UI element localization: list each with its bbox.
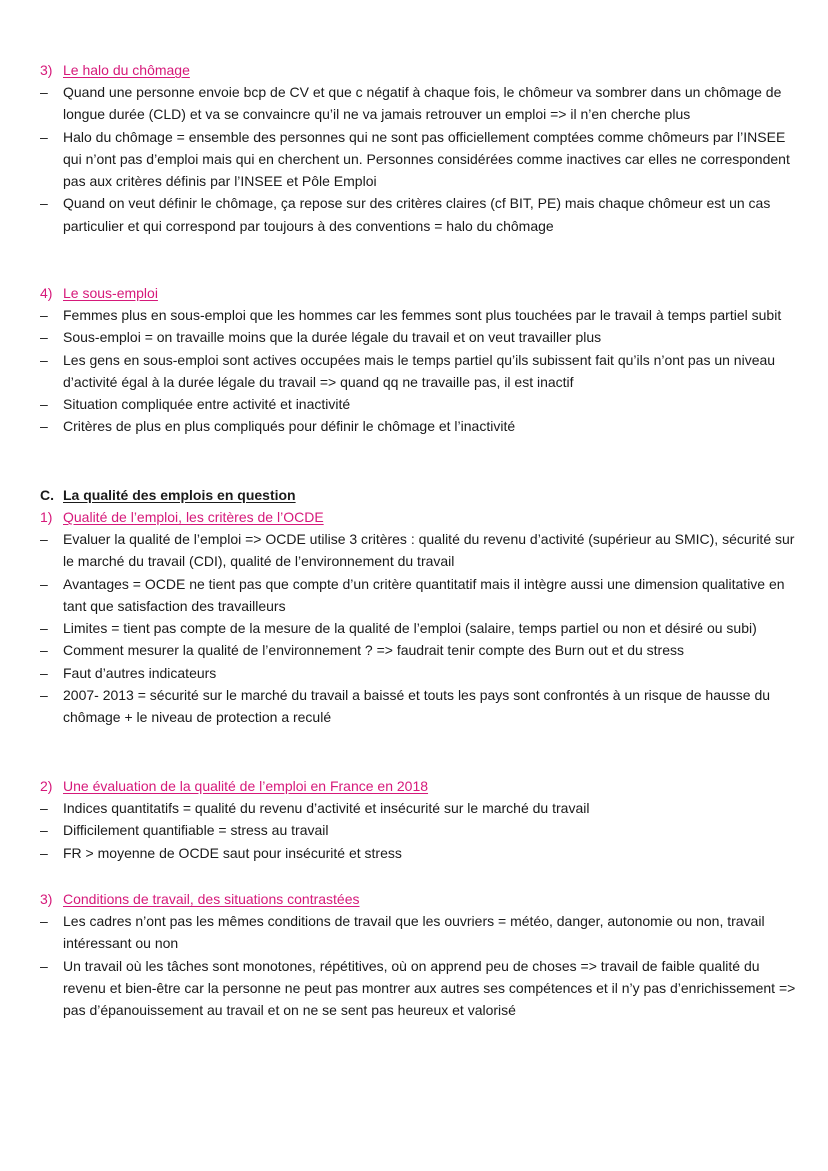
section-number: 1) bbox=[40, 509, 53, 525]
bullet-dash: – bbox=[40, 128, 48, 145]
bullet-dash: – bbox=[40, 351, 48, 368]
list-item: – Critères de plus en plus compliqués pour définir le chômage et l’inactivité bbox=[0, 415, 828, 437]
list-item: – Les cadres n’ont pas les mêmes conditions de travail que les ouvriers = météo, danger, autonomie ou non, travail intéressant ou non bbox=[0, 910, 828, 955]
section-title: Une évaluation de la qualité de l’emploi en France en 2018 bbox=[63, 778, 429, 794]
bullet-dash: – bbox=[40, 957, 48, 974]
list-item: – Halo du chômage = ensemble des personnes qui ne sont pas officiellement comptées comme chômeurs par l’INSEE qui n’ont pas d’emploi mais qui en cherchent un. Personnes considérées comme inactives car elles ne correspondent pas aux critères définis par l’INSEE et Pôle Emploi bbox=[0, 126, 828, 193]
section-heading bbox=[0, 282, 828, 304]
list-item: – Comment mesurer la qualité de l’environnement ? => faudrait tenir compte des Burn out et du stress bbox=[0, 639, 828, 661]
list-item: – Les gens en sous-emploi sont actives occupées mais le temps partiel qu’ils subissent fait qu’ils n’ont pas un niveau d’activité égal à la durée légale du travail => quand qq ne travaille pas, il est inactif bbox=[0, 349, 828, 394]
list-item: – Indices quantitatifs = qualité du revenu d’activité et insécurité sur le marché du travail bbox=[0, 797, 828, 819]
bullet-dash: – bbox=[40, 800, 48, 816]
list-item: – 2007- 2013 = sécurité sur le marché du travail a baissé et touts les pays sont confrontés à un risque de hausse du chômage + le niveau de protection a reculé bbox=[0, 684, 828, 729]
bullet-dash: – bbox=[40, 620, 48, 637]
bullet-dash: – bbox=[40, 307, 48, 323]
section-title: Qualité de l’emploi, les critères de l’OCDE bbox=[63, 509, 324, 525]
bullet-dash: – bbox=[40, 844, 48, 861]
main-heading bbox=[0, 484, 828, 506]
section-title: Le sous-emploi bbox=[63, 285, 158, 301]
section-conditions bbox=[0, 888, 828, 1021]
bullet-dash: – bbox=[40, 195, 48, 212]
list-item: – Difficilement quantifiable = stress au travail bbox=[0, 819, 828, 841]
section-title: Conditions de travail, des situations contrastées bbox=[63, 891, 360, 907]
section-qualite bbox=[0, 484, 828, 729]
list-item: – Un travail où les tâches sont monotones, répétitives, où on apprend peu de choses => travail de faible qualité du revenu et bien-être car la personne ne peut pas montrer aux autres ses compétences et il n’y pas d’enrichissement => pas d’épanouissement au travail et on ne se sent pas heureux et valorisé bbox=[0, 955, 828, 1022]
section-number: 4) bbox=[40, 285, 53, 301]
list-item: – Avantages = OCDE ne tient pas que compte d’un critère quantitatif mais il intègre aussi une dimension qualitative en tant que satisfaction des travailleurs bbox=[0, 573, 828, 618]
section-heading bbox=[0, 59, 828, 81]
bullet-dash: – bbox=[40, 913, 48, 929]
list-item: – Quand une personne envoie bcp de CV et que c négatif à chaque fois, le chômeur va sombrer dans un chômage de longue durée (CLD) et va se convaincre qu’il ne va jamais retrouver un emploi => il n’en cherche plus bbox=[0, 81, 828, 126]
main-heading-letter: C. bbox=[40, 487, 54, 503]
section-heading bbox=[0, 888, 828, 910]
section-title: Le halo du chômage bbox=[63, 62, 190, 78]
list-item: – Femmes plus en sous-emploi que les hommes car les femmes sont plus touchées par le travail à temps partiel subit bbox=[0, 304, 828, 326]
bullet-dash: – bbox=[40, 418, 48, 435]
section-halo bbox=[0, 59, 828, 237]
bullet-dash: – bbox=[40, 664, 48, 681]
bullet-dash: – bbox=[40, 822, 48, 839]
section-heading bbox=[0, 775, 828, 797]
bullet-dash: – bbox=[40, 329, 48, 346]
list-item: – Faut d’autres indicateurs bbox=[0, 662, 828, 684]
list-item: – Situation compliquée entre activité et inactivité bbox=[0, 393, 828, 415]
list-item: – FR > moyenne de OCDE saut pour insécurité et stress bbox=[0, 842, 828, 864]
bullet-dash: – bbox=[40, 396, 48, 413]
section-heading bbox=[0, 506, 828, 528]
section-number: 3) bbox=[40, 62, 53, 78]
section-number: 2) bbox=[40, 778, 53, 794]
list-item: – Quand on veut définir le chômage, ça repose sur des critères claires (cf BIT, PE) mais chaque chômeur est un cas particulier et qui correspond par toujours à des conventions = halo du chômage bbox=[0, 192, 828, 237]
bullet-dash: – bbox=[40, 575, 48, 592]
bullet-dash: – bbox=[40, 642, 48, 659]
list-item: – Limites = tient pas compte de la mesure de la qualité de l’emploi (salaire, temps partiel ou non et désiré ou subi) bbox=[0, 617, 828, 639]
bullet-dash: – bbox=[40, 84, 48, 100]
bullet-dash: – bbox=[40, 687, 48, 704]
section-number: 3) bbox=[40, 891, 53, 907]
list-item: – Sous-emploi = on travaille moins que la durée légale du travail et on veut travailler plus bbox=[0, 326, 828, 348]
section-sous-emploi bbox=[0, 282, 828, 438]
list-item: – Evaluer la qualité de l’emploi => OCDE utilise 3 critères : qualité du revenu d’activité (supérieur au SMIC), sécurité sur le marché du travail (CDI), qualité de l’environnement du travail bbox=[0, 528, 828, 573]
main-heading-title: La qualité des emplois en question bbox=[63, 487, 296, 503]
bullet-dash: – bbox=[40, 531, 48, 547]
section-france-2018 bbox=[0, 775, 828, 864]
